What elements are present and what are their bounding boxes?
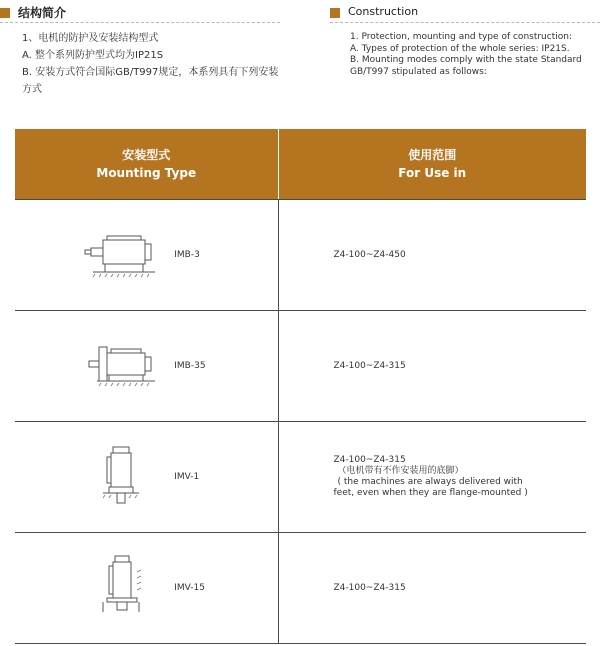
section-marker (330, 8, 340, 18)
intro-line: A. Types of protection of the whole series: IP21S. (350, 43, 570, 54)
mounting-type-code: IMV-15 (174, 583, 205, 593)
section-title-cn: 结构简介 (18, 6, 67, 20)
use-range-cell (278, 311, 586, 422)
mounting-type-cell (15, 533, 278, 644)
mounting-type-code: IMB-3 (174, 250, 200, 260)
use-range: Z4-100~Z4-315 (333, 360, 406, 371)
imb3-motor-icon (78, 220, 168, 290)
use-range-cell (278, 533, 586, 644)
mounting-type-code: IMB-35 (174, 361, 206, 371)
mounting-type-table (15, 129, 586, 644)
section-header-construction (330, 2, 600, 24)
imv15-motor-icon (78, 553, 168, 623)
intro-line: 1. Protection, mounting and type of construction: (350, 32, 572, 42)
section-divider (0, 22, 280, 23)
table-header-row (15, 129, 586, 199)
table-row (15, 200, 586, 311)
use-note-en: ( the machines are always delivered with (337, 477, 523, 487)
use-range: Z4-100~Z4-315 (333, 455, 406, 465)
header-mounting-type (15, 129, 278, 199)
section-title-en: Construction (348, 5, 419, 18)
header-for-use-in (278, 129, 586, 199)
use-note-cn: （电机带有不作安装用的底脚） (337, 466, 464, 476)
header-en: For Use in (398, 166, 467, 180)
use-range-cell (278, 200, 586, 311)
header-en: Mounting Type (96, 166, 197, 180)
section-header-structure (0, 2, 290, 24)
intro-text-en (350, 32, 600, 78)
use-note-en: feet, even when they are flange-mounted ) (333, 488, 528, 498)
table-row (15, 311, 586, 422)
intro-line: A. 整个系列防护型式均为IP21S (22, 50, 164, 61)
mounting-type-cell (15, 200, 278, 311)
imv1-motor-icon (78, 442, 168, 512)
mounting-type-cell (15, 422, 278, 533)
section-divider (330, 22, 600, 23)
section-marker (0, 8, 10, 18)
intro-line: B. Mounting modes comply with the state Standard GB/T997 stipulated as follows: (350, 55, 582, 77)
use-range-cell (278, 422, 586, 533)
intro-text-cn (22, 30, 284, 98)
mounting-type-cell (15, 311, 278, 422)
use-range: Z4-100~Z4-315 (333, 582, 406, 593)
use-range: Z4-100~Z4-450 (333, 249, 406, 260)
intro-line: 1、电机的防护及安装结构型式 (22, 33, 159, 44)
header-cn: 使用范围 (408, 148, 457, 162)
mounting-type-code: IMV-1 (174, 472, 200, 482)
table-row (15, 422, 586, 533)
table-row (15, 533, 586, 644)
imb35-motor-icon (78, 331, 168, 401)
header-cn: 安装型式 (122, 148, 171, 162)
intro-line: B. 安装方式符合国际GB/T997规定，本系列具有下列安装方式 (22, 67, 279, 95)
